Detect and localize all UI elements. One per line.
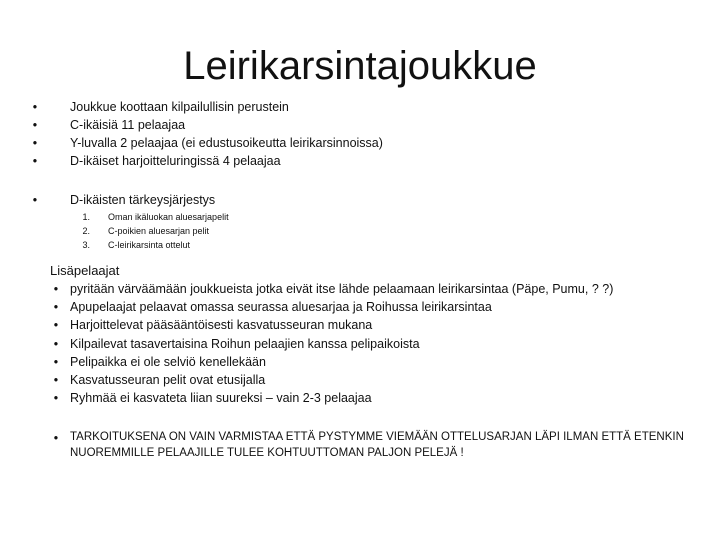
list-item bbox=[50, 353, 710, 371]
bullet-icon: • bbox=[53, 354, 59, 369]
slide-title: Leirikarsintajoukkue bbox=[183, 44, 537, 88]
list-item-text: Apupelaajat pelaavat omassa seurassa aluesarjaa ja Roihussa leirikarsintaa bbox=[70, 300, 492, 315]
list-item-text: Ryhmää ei kasvateta liian suureksi – vain 2-3 pelaajaa bbox=[70, 391, 372, 406]
list-item bbox=[50, 371, 710, 389]
list-item-text: D-ikäiset harjoitteluringissä 4 pelaajaa bbox=[70, 154, 281, 168]
purpose-note bbox=[50, 429, 690, 461]
item-text: C-leirikarsinta ottelut bbox=[108, 240, 191, 250]
bullet-icon: • bbox=[53, 336, 59, 351]
item-number: 1. bbox=[82, 212, 90, 222]
list-item bbox=[50, 335, 710, 353]
list-item-text: pyritään värväämään joukkueista jotka eivät itse lähde pelaamaan leirikarsintaa (Päpe, Pumu, ? ?) bbox=[70, 282, 614, 296]
bullet-icon: • bbox=[53, 300, 59, 315]
bullet-icon: • bbox=[53, 282, 59, 296]
extra-players-section bbox=[50, 262, 710, 407]
list-item-text: Kasvatusseuran pelit ovat etusijalla bbox=[70, 372, 266, 387]
bullet-icon: • bbox=[32, 136, 38, 150]
list-item-text: Joukkue koottaan kilpailullisin perustein bbox=[70, 100, 289, 114]
bullet-icon: • bbox=[32, 118, 38, 132]
item-number: 2. bbox=[82, 226, 90, 236]
list-item bbox=[50, 280, 710, 298]
bullet-icon: • bbox=[32, 154, 38, 168]
list-item bbox=[50, 298, 710, 316]
bullet-icon: • bbox=[32, 100, 38, 114]
caps-note-text: TARKOITUKSENA ON VAIN VARMISTAA ETTÄ PYSTYMME VIEMÄÄN OTTELUSARJAN LÄPI ILMAN ETTÄ ETENKIN NUOREMMILLE PELAAJILLE TULEE KOHTUUTTOMAN PALJON PELEJÄ ! bbox=[70, 431, 684, 459]
list-item bbox=[50, 389, 710, 407]
bullet-icon: • bbox=[32, 193, 38, 207]
list-item bbox=[50, 429, 690, 461]
list-item-text: C-ikäisiä 11 pelaajaa bbox=[70, 118, 186, 132]
list-item-text: Y-luvalla 2 pelaajaa (ei edustusoikeutta leirikarsinnoissa) bbox=[70, 136, 383, 150]
list-item-text: Pelipaikka ei ole selviö kenellekään bbox=[70, 354, 266, 369]
bullet-icon: • bbox=[53, 391, 59, 406]
bullet-icon: • bbox=[53, 372, 59, 387]
list-item bbox=[50, 316, 710, 334]
item-text: Oman ikäluokan aluesarjapelit bbox=[108, 212, 229, 222]
item-number: 3. bbox=[82, 240, 90, 250]
list-item-text: Harjoittelevat pääsääntöisesti kasvatusseuran mukana bbox=[70, 318, 373, 333]
item-text: C-poikien aluesarjan pelit bbox=[108, 226, 210, 236]
bullet-icon: • bbox=[53, 431, 59, 445]
list-item-text: Kilpailevat tasavertaisina Roihun pelaajien kanssa pelipaikoista bbox=[70, 336, 420, 351]
section-heading: Lisäpelaajat bbox=[50, 263, 120, 278]
bullet-icon: • bbox=[53, 318, 59, 333]
priority-heading: D-ikäisten tärkeysjärjestys bbox=[70, 193, 216, 207]
